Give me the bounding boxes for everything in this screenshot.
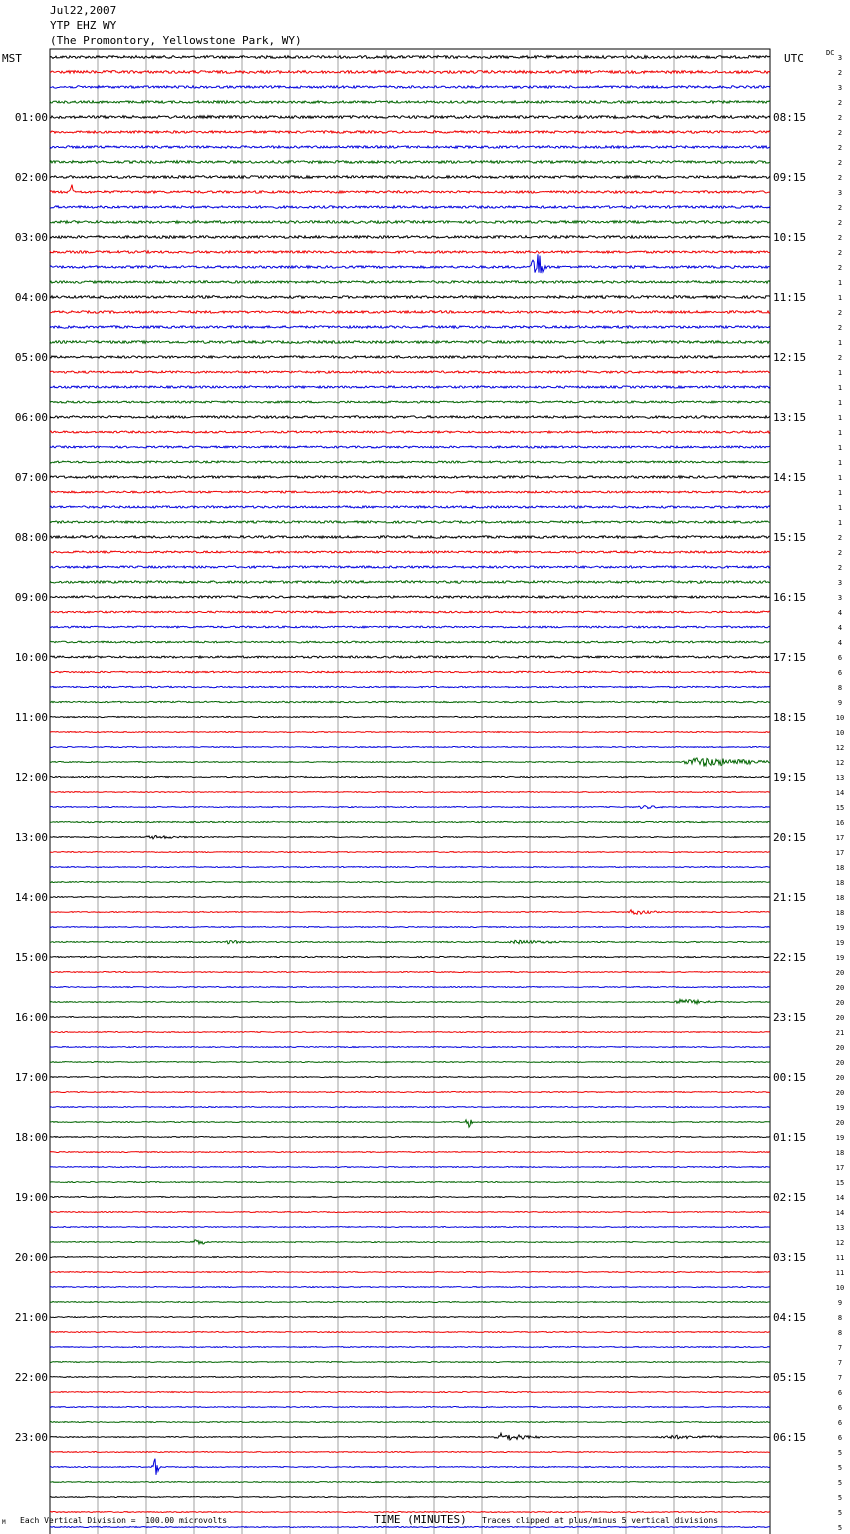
dc-offset-label: 2 [837, 549, 843, 557]
trace-row [50, 732, 770, 733]
trace-row [50, 536, 770, 538]
dc-offset-label: 1 [837, 474, 843, 482]
trace-row [50, 1240, 770, 1244]
dc-offset-label: 2 [837, 174, 843, 182]
trace-row [50, 716, 770, 717]
mst-time-label: 19:00 [14, 1191, 48, 1204]
dc-offset-label: 18 [835, 879, 845, 887]
dc-offset-label: 1 [837, 519, 843, 527]
dc-offset-label: 14 [835, 1194, 845, 1202]
utc-time-label: 22:15 [773, 951, 807, 964]
dc-offset-label: 10 [835, 714, 845, 722]
trace-row [50, 910, 770, 915]
utc-time-label: 10:15 [773, 231, 807, 244]
trace-row [50, 1317, 770, 1318]
utc-time-label: 00:15 [773, 1071, 807, 1084]
trace-row [50, 897, 770, 898]
utc-time-label: 11:15 [773, 291, 807, 304]
trace-row [50, 461, 770, 463]
dc-offset-label: 6 [837, 1434, 843, 1442]
mst-time-label: 22:00 [14, 1371, 48, 1384]
trace-row [50, 1152, 770, 1153]
dc-offset-label: 3 [837, 594, 843, 602]
trace-row [50, 146, 770, 148]
dc-offset-label: 7 [837, 1344, 843, 1352]
dc-offset-label: 20 [835, 999, 845, 1007]
utc-time-label: 17:15 [773, 651, 807, 664]
trace-row [50, 999, 770, 1004]
trace-row [50, 1137, 770, 1138]
dc-offset-label: 20 [835, 1059, 845, 1067]
trace-row [50, 1047, 770, 1048]
trace-row [50, 882, 770, 883]
trace-row [50, 1017, 770, 1018]
trace-row [50, 792, 770, 793]
trace-row [50, 836, 770, 839]
dc-offset-label: 20 [835, 1044, 845, 1052]
dc-offset-label: 14 [835, 1209, 845, 1217]
trace-row [50, 341, 770, 344]
trace-row [50, 551, 770, 553]
trace-row [50, 101, 770, 103]
trace-row [50, 1287, 770, 1288]
trace-row [50, 251, 770, 253]
utc-time-label: 23:15 [773, 1011, 807, 1024]
dc-offset-label: 13 [835, 774, 845, 782]
dc-offset-label: 17 [835, 1164, 845, 1172]
trace-row [50, 656, 770, 658]
dc-offset-label: 2 [837, 99, 843, 107]
dc-offset-label: 20 [835, 969, 845, 977]
mst-time-label: 08:00 [14, 531, 48, 544]
dc-offset-label: 5 [837, 1509, 843, 1517]
dc-offset-label: 8 [837, 1329, 843, 1337]
mst-label: MST [2, 52, 22, 65]
trace-row [50, 401, 770, 403]
dc-offset-label: 1 [837, 369, 843, 377]
dc-offset-label: 5 [837, 1449, 843, 1457]
trace-row [50, 446, 770, 448]
dc-offset-label: 16 [835, 819, 845, 827]
trace-row [50, 1332, 770, 1333]
trace-row [50, 356, 770, 358]
dc-offset-label: 15 [835, 1179, 845, 1187]
utc-time-label: 13:15 [773, 411, 807, 424]
trace-row [50, 491, 770, 493]
dc-offset-label: 15 [835, 804, 845, 812]
trace-row [50, 506, 770, 508]
dc-offset-label: 2 [837, 249, 843, 257]
trace-row [50, 596, 770, 598]
utc-time-label: 14:15 [773, 471, 807, 484]
trace-row [50, 1107, 770, 1108]
dc-offset-label: 19 [835, 1104, 845, 1112]
trace-row [50, 1062, 770, 1063]
dc-offset-label: 11 [835, 1254, 845, 1262]
dc-offset-label: 17 [835, 834, 845, 842]
dc-offset-label: 12 [835, 1239, 845, 1247]
clip-note: Traces clipped at plus/minus 5 vertical divisions [482, 1516, 719, 1525]
trace-row [50, 611, 770, 613]
utc-time-label: 12:15 [773, 351, 807, 364]
dc-offset-label: 3 [837, 579, 843, 587]
trace-row [50, 1407, 770, 1408]
utc-time-label: 08:15 [773, 111, 807, 124]
dc-offset-label: 1 [837, 489, 843, 497]
trace-row [50, 1392, 770, 1393]
dc-offset-label: 7 [837, 1374, 843, 1382]
dc-offset-label: 3 [837, 84, 843, 92]
dc-offset-label: 19 [835, 924, 845, 932]
trace-row [50, 1459, 770, 1475]
dc-offset-label: 2 [837, 204, 843, 212]
trace-row [50, 1422, 770, 1423]
dc-offset-label: 14 [835, 789, 845, 797]
dc-offset-label: 9 [837, 699, 843, 707]
trace-row [50, 972, 770, 973]
dc-offset-label: 19 [835, 1134, 845, 1142]
trace-row [50, 1167, 770, 1168]
utc-time-label: 01:15 [773, 1131, 807, 1144]
trace-row [50, 86, 770, 88]
dc-offset-label: 2 [837, 354, 843, 362]
dc-offset-label: 2 [837, 144, 843, 152]
dc-offset-label: 20 [835, 984, 845, 992]
dc-offset-label: 10 [835, 729, 845, 737]
mst-time-label: 02:00 [14, 171, 48, 184]
trace-row [50, 131, 770, 133]
trace-row [50, 176, 770, 179]
station-location: (The Promontory, Yellowstone Park, WY) [50, 34, 302, 47]
trace-row [50, 1527, 770, 1528]
trace-row [50, 371, 770, 373]
trace-row [50, 747, 770, 748]
trace-row [50, 281, 770, 283]
trace-row [50, 956, 770, 957]
trace-row [50, 521, 770, 523]
dc-offset-label: 1 [837, 429, 843, 437]
dc-offset-label: 2 [837, 309, 843, 317]
dc-offset-label: 6 [837, 1389, 843, 1397]
trace-row [50, 185, 770, 194]
trace-row [50, 1377, 770, 1378]
utc-time-label: 20:15 [773, 831, 807, 844]
mst-time-label: 20:00 [14, 1251, 48, 1264]
scale-note: Each Vertical Division = 100.00 microvolts [20, 1516, 228, 1525]
utc-time-label: 18:15 [773, 711, 807, 724]
trace-row [50, 431, 770, 433]
trace-row [50, 221, 770, 224]
station-code: YTP EHZ WY [50, 19, 117, 32]
utc-label: UTC [784, 52, 804, 65]
dc-offset-label: 2 [837, 264, 843, 272]
dc-offset-label: 2 [837, 234, 843, 242]
dc-offset-label: 6 [837, 1404, 843, 1412]
x-axis-title: TIME (MINUTES) [374, 1513, 467, 1526]
mst-time-label: 07:00 [14, 471, 48, 484]
dc-offset-label: 20 [835, 1089, 845, 1097]
trace-layer [50, 56, 770, 1534]
dc-offset-label: 10 [835, 1284, 845, 1292]
dc-offset-label: 20 [835, 1119, 845, 1127]
mst-time-label: 23:00 [14, 1431, 48, 1444]
trace-row [50, 386, 770, 388]
dc-offset-label: 6 [837, 669, 843, 677]
dc-offset-label: 5 [837, 1479, 843, 1487]
dc-offset-label: 1 [837, 279, 843, 287]
trace-row [50, 641, 770, 643]
trace-row [50, 56, 770, 59]
dc-offset-label: 1 [837, 459, 843, 467]
dc-offset-label: 19 [835, 939, 845, 947]
dc-offset-label: 4 [837, 639, 843, 647]
dc-offset-label: 4 [837, 624, 843, 632]
dc-offset-label: 3 [837, 54, 843, 62]
dc-offset-label: 7 [837, 1359, 843, 1367]
dc-offset-label: 2 [837, 219, 843, 227]
trace-row [50, 116, 770, 119]
trace-row [50, 987, 770, 988]
trace-row [50, 581, 770, 583]
trace-row [50, 852, 770, 853]
dc-offset-label: 20 [835, 1074, 845, 1082]
utc-time-label: 03:15 [773, 1251, 807, 1264]
dc-offset-label: 5 [837, 1464, 843, 1472]
trace-row [50, 1482, 770, 1483]
dc-offset-label: 2 [837, 129, 843, 137]
mst-time-label: 17:00 [14, 1071, 48, 1084]
dc-offset-label: 1 [837, 504, 843, 512]
utc-time-label: 09:15 [773, 171, 807, 184]
dc-offset-label: 4 [837, 609, 843, 617]
dc-offset-label: 1 [837, 444, 843, 452]
utc-time-label: 15:15 [773, 531, 807, 544]
dc-offset-label: 21 [835, 1029, 845, 1037]
trace-row [50, 1212, 770, 1213]
trace-row [50, 1272, 770, 1273]
dc-offset-label: 1 [837, 294, 843, 302]
trace-row [50, 254, 770, 273]
trace-row [50, 1197, 770, 1198]
mst-time-label: 11:00 [14, 711, 48, 724]
m-mark: M [2, 1519, 6, 1526]
dc-offset-label: 3 [837, 189, 843, 197]
trace-row [50, 671, 770, 673]
dc-offset-label: 2 [837, 534, 843, 542]
trace-row [50, 1497, 770, 1498]
trace-row [50, 821, 770, 822]
trace-row [50, 161, 770, 164]
trace-row [50, 940, 770, 944]
utc-time-label: 16:15 [773, 591, 807, 604]
trace-row [50, 1257, 770, 1258]
trace-row [50, 566, 770, 568]
trace-row [50, 1302, 770, 1303]
dc-offset-label: 2 [837, 69, 843, 77]
mst-time-label: 18:00 [14, 1131, 48, 1144]
dc-offset-label: 18 [835, 909, 845, 917]
trace-row [50, 1227, 770, 1228]
mst-time-label: 21:00 [14, 1311, 48, 1324]
utc-time-label: 19:15 [773, 771, 807, 784]
mst-time-label: 10:00 [14, 651, 48, 664]
trace-row [50, 311, 770, 313]
trace-row [50, 686, 770, 687]
mst-time-label: 04:00 [14, 291, 48, 304]
dc-offset-label: 9 [837, 1299, 843, 1307]
dc-offset-label: 5 [837, 1524, 843, 1532]
utc-time-label: 04:15 [773, 1311, 807, 1324]
trace-row [50, 1120, 770, 1127]
dc-offset-label: 5 [837, 1494, 843, 1502]
dc-offset-label: 18 [835, 864, 845, 872]
trace-row [50, 1433, 770, 1440]
mst-time-label: 13:00 [14, 831, 48, 844]
trace-row [50, 1362, 770, 1363]
trace-row [50, 867, 770, 868]
record-date: Jul22,2007 [50, 4, 117, 17]
utc-time-label: 06:15 [773, 1431, 807, 1444]
dc-offset-label: 1 [837, 399, 843, 407]
utc-time-label: 21:15 [773, 891, 807, 904]
dc-offset-label: 13 [835, 1224, 845, 1232]
dc-offset-label: 8 [837, 684, 843, 692]
dc-offset-label: 19 [835, 954, 845, 962]
trace-row [50, 71, 770, 74]
dc-offset-label: 2 [837, 159, 843, 167]
mst-time-label: 12:00 [14, 771, 48, 784]
dc-offset-label: 1 [837, 339, 843, 347]
dc-offset-label: 1 [837, 414, 843, 422]
trace-row [50, 758, 770, 767]
trace-row [50, 1347, 770, 1348]
dc-offset-label: 8 [837, 1314, 843, 1322]
dc-offset-label: 2 [837, 324, 843, 332]
trace-row [50, 476, 770, 478]
dc-offset-label: 12 [835, 759, 845, 767]
mst-time-label: 09:00 [14, 591, 48, 604]
dc-offset-label: 2 [837, 114, 843, 122]
trace-row [50, 1092, 770, 1093]
trace-row [50, 701, 770, 702]
dc-offset-label: 18 [835, 894, 845, 902]
trace-row [50, 927, 770, 928]
mst-time-label: 06:00 [14, 411, 48, 424]
mst-time-label: 16:00 [14, 1011, 48, 1024]
mst-time-label: 15:00 [14, 951, 48, 964]
dc-offset-label: 17 [835, 849, 845, 857]
mst-time-label: 05:00 [14, 351, 48, 364]
trace-row [50, 236, 770, 239]
utc-time-label: 05:15 [773, 1371, 807, 1384]
trace-row [50, 416, 770, 418]
dc-offset-label: 20 [835, 1014, 845, 1022]
mst-time-label: 03:00 [14, 231, 48, 244]
dc-offset-label: 12 [835, 744, 845, 752]
mst-time-label: 01:00 [14, 111, 48, 124]
dc-offset-label: 6 [837, 654, 843, 662]
trace-row [50, 206, 770, 208]
trace-row [50, 1452, 770, 1453]
utc-time-label: 02:15 [773, 1191, 807, 1204]
trace-row [50, 776, 770, 777]
dc-offset-label: 1 [837, 384, 843, 392]
dc-label: DC [826, 49, 835, 57]
dc-offset-label: 18 [835, 1149, 845, 1157]
trace-row [50, 806, 770, 809]
dc-offset-label: 11 [835, 1269, 845, 1277]
trace-row [50, 296, 770, 299]
trace-row [50, 326, 770, 328]
trace-row [50, 1077, 770, 1078]
trace-row [50, 1182, 770, 1183]
label-layer [15, 54, 844, 1534]
dc-offset-label: 2 [837, 564, 843, 572]
trace-row [50, 626, 770, 628]
dc-offset-label: 6 [837, 1419, 843, 1427]
trace-row [50, 1032, 770, 1033]
mst-time-label: 14:00 [14, 891, 48, 904]
